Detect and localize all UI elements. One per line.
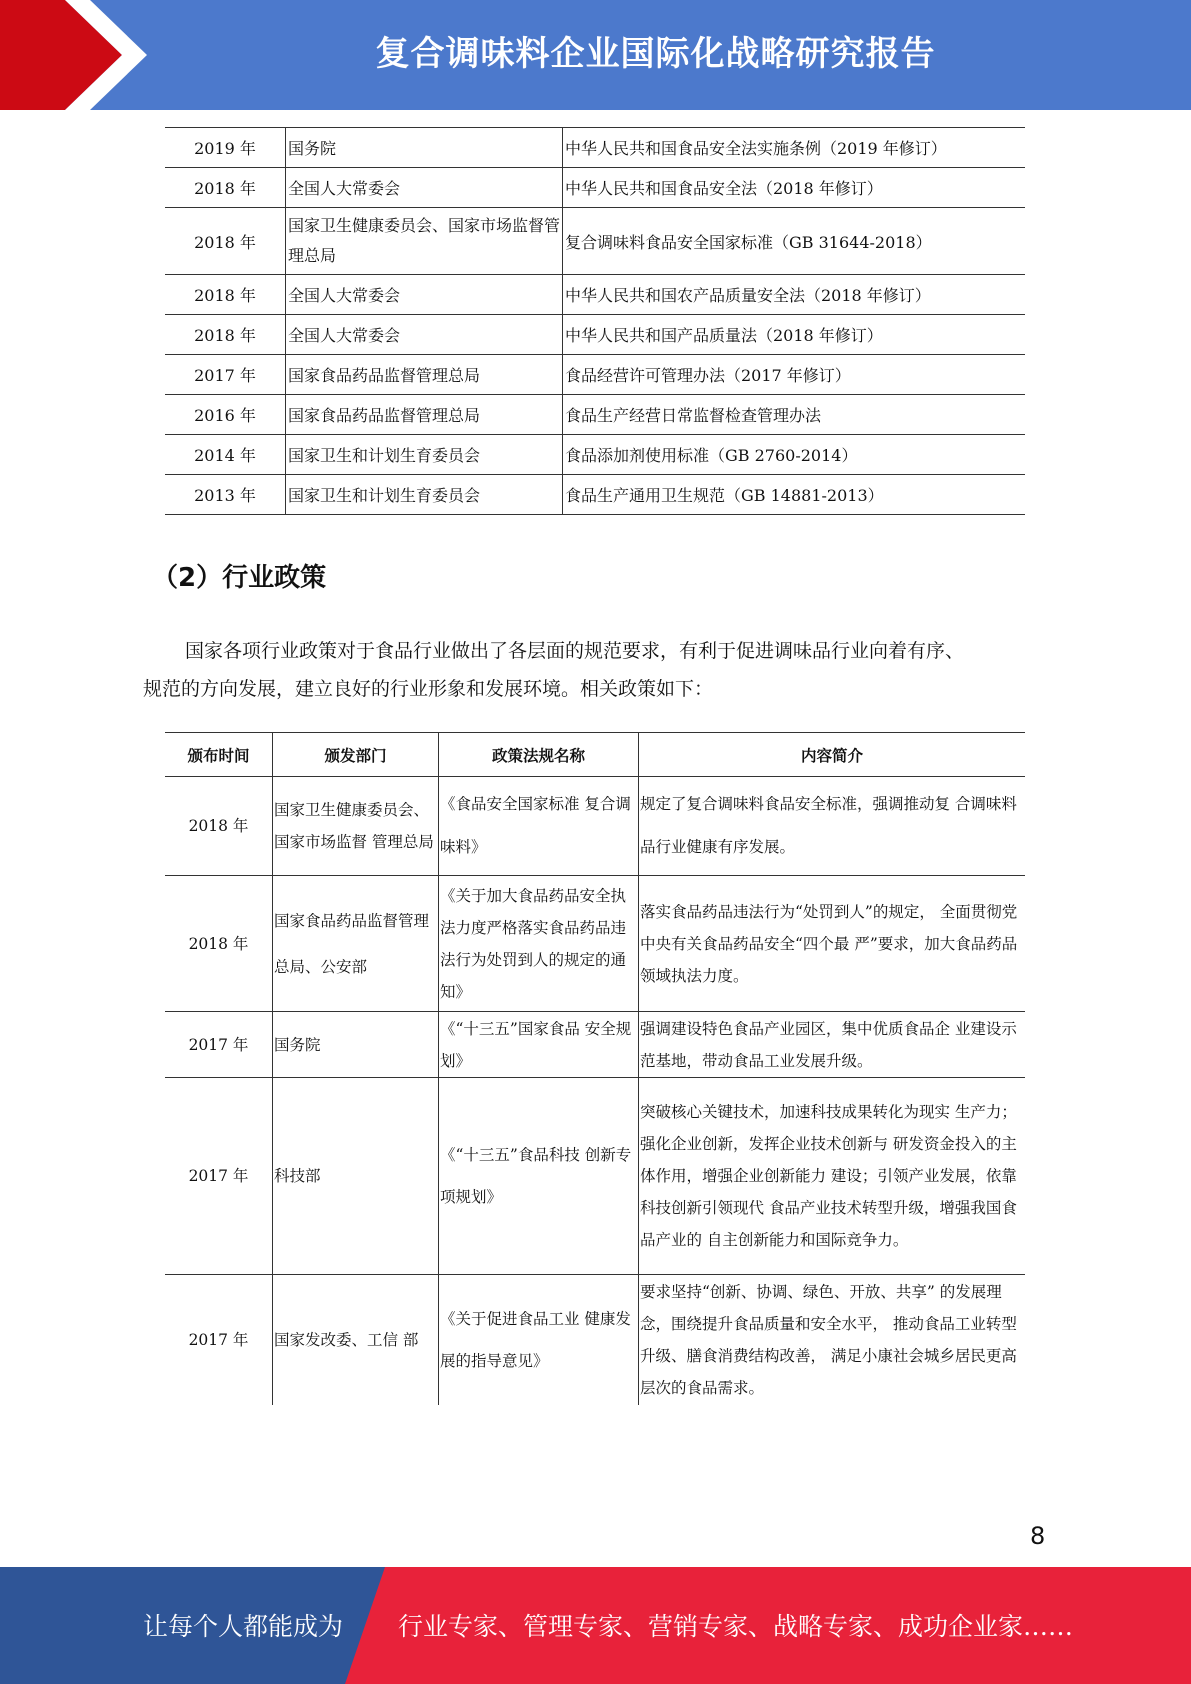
dept-cell: 国家发改委、工信 部: [273, 1275, 439, 1405]
law-table: [165, 127, 1025, 515]
intro-paragraph: [143, 632, 1048, 708]
summary-cell: 落实食品药品违法行为“处罚到人”的规定， 全面贯彻党中央有关食品药品安全“四个最 严”要求，加大食品药品领域执法力度。: [639, 876, 1026, 1012]
report-title: 复合调味料企业国际化战略研究报告: [375, 34, 936, 74]
header-arrow-decoration: [0, 0, 170, 110]
dept-cell: 全国人大常委会: [286, 315, 563, 355]
table-row: [165, 777, 1025, 876]
table-row: [165, 355, 1025, 395]
year-cell: 2014 年: [165, 435, 286, 475]
column-header: 颁布时间: [165, 733, 273, 777]
summary-cell: 要求坚持“创新、协调、绿色、开放、共享” 的发展理念，围绕提升食品质量和安全水平， 推动食品工业转型升级、膳食消费结构改善， 满足小康社会城乡居民更高层次的食品需求。: [640, 1282, 1017, 1397]
law-name-cell: 中华人民共和国食品安全法实施条例（2019 年修订）: [563, 128, 1026, 168]
table-row: [165, 168, 1025, 208]
law-name-cell: 中华人民共和国食品安全法（2018 年修订）: [563, 168, 1026, 208]
summary-cell: 突破核心关键技术，加速科技成果转化为现实 生产力；强化企业创新，发挥企业技术创新与 研发资金投入的主体作用，增强企业创新能力 建设；引领产业发展，依靠科技创新引领现代 食品产业技术转型升级，增强我国食品产业的 自主创新能力和国际竞争力。: [639, 1078, 1026, 1275]
column-header: 颁发部门: [273, 733, 439, 777]
page-header: [0, 0, 1191, 110]
table-row: [165, 395, 1025, 435]
page-number: 8: [1030, 1522, 1046, 1550]
policy-name-cell: 《食品安全国家标准 复合调味料》: [439, 777, 639, 876]
table-row: [165, 275, 1025, 315]
column-header: 内容简介: [639, 733, 1026, 777]
law-name-cell: 中华人民共和国农产品质量安全法（2018 年修订）: [563, 275, 1026, 315]
year-cell: 2016 年: [165, 395, 286, 435]
dept-cell: 国家卫生和计划生育委员会: [286, 435, 563, 475]
year-cell: 2018 年: [165, 168, 286, 208]
year-cell: 2018 年: [165, 315, 286, 355]
dept-cell: 国家卫生健康委员会、国家市场监督 管理总局: [273, 777, 439, 876]
law-name-cell: 食品经营许可管理办法（2017 年修订）: [563, 355, 1026, 395]
table-row: [165, 315, 1025, 355]
summary-cell: 强调建设特色食品产业园区，集中优质食品企 业建设示范基地，带动食品工业发展升级。: [639, 1012, 1026, 1078]
dept-cell: 国家卫生和计划生育委员会: [286, 475, 563, 515]
year-cell: 2017 年: [165, 1275, 273, 1405]
year-cell: 2017 年: [165, 1078, 273, 1275]
section-title: （2）行业政策: [152, 563, 327, 593]
law-name-cell: 食品添加剂使用标准（GB 2760-2014）: [563, 435, 1026, 475]
table-row: [165, 435, 1025, 475]
law-name-cell: 食品生产通用卫生规范（GB 14881-2013）: [563, 475, 1026, 515]
dept-cell: 全国人大常委会: [286, 168, 563, 208]
year-cell: 2017 年: [165, 1012, 273, 1078]
table-row: [165, 1078, 1025, 1275]
table-row: [165, 876, 1025, 1012]
paragraph-line: 规范的方向发展，建立良好的行业形象和发展环境。相关政策如下：: [143, 678, 714, 700]
dept-cell: 国家食品药品监督管理总局: [286, 395, 563, 435]
table-header-row: [165, 733, 1025, 777]
year-cell: 2019 年: [165, 128, 286, 168]
year-cell: 2017 年: [165, 355, 286, 395]
footer-slogan-left: 让每个人都能成为: [143, 1612, 344, 1641]
dept-cell: 国家食品药品监督管理总局: [286, 355, 563, 395]
year-cell: 2018 年: [165, 208, 286, 275]
table-row: [165, 128, 1025, 168]
law-name-cell: 食品生产经营日常监督检查管理办法: [563, 395, 1026, 435]
table-row: [165, 1275, 1025, 1405]
dept-cell: 国务院: [286, 128, 563, 168]
dept-cell: 全国人大常委会: [286, 275, 563, 315]
page-footer: [0, 1567, 1191, 1684]
policy-name-cell: 《“十三五”食品科技 创新专项规划》: [439, 1078, 639, 1275]
table-row: [165, 1012, 1025, 1078]
dept-cell: 国家食品药品监督管理总局、公安部: [273, 876, 439, 1012]
policy-name-cell: 《关于促进食品工业 健康发展的指导意见》: [439, 1275, 639, 1405]
dept-cell: 国务院: [273, 1012, 439, 1078]
footer-slogan-right: 行业专家、管理专家、营销专家、战略专家、成功企业家……: [398, 1612, 1074, 1641]
dept-cell: 国家卫生健康委员会、国家市场监督管理总局: [286, 208, 563, 275]
year-cell: 2018 年: [165, 876, 273, 1012]
year-cell: 2013 年: [165, 475, 286, 515]
column-header: 政策法规名称: [439, 733, 639, 777]
table-row: [165, 208, 1025, 275]
year-cell: 2018 年: [165, 777, 273, 876]
dept-cell: 科技部: [273, 1078, 439, 1275]
policy-name-cell: 《关于加大食品药品安全执法力度严格落实食品药品违法行为处罚到人的规定的通知》: [439, 876, 639, 1012]
year-cell: 2018 年: [165, 275, 286, 315]
law-name-cell: 中华人民共和国产品质量法（2018 年修订）: [563, 315, 1026, 355]
summary-cell: 规定了复合调味料食品安全标准，强调推动复 合调味料品行业健康有序发展。: [639, 777, 1026, 876]
table-row: [165, 475, 1025, 515]
paragraph-line: 国家各项行业政策对于食品行业做出了各层面的规范要求，有利于促进调味品行业向着有序、: [185, 640, 965, 662]
policy-name-cell: 《“十三五”国家食品 安全规划》: [439, 1012, 639, 1078]
policy-table: [165, 732, 1025, 1405]
law-name-cell: 复合调味料食品安全国家标准（GB 31644-2018）: [563, 208, 1026, 275]
